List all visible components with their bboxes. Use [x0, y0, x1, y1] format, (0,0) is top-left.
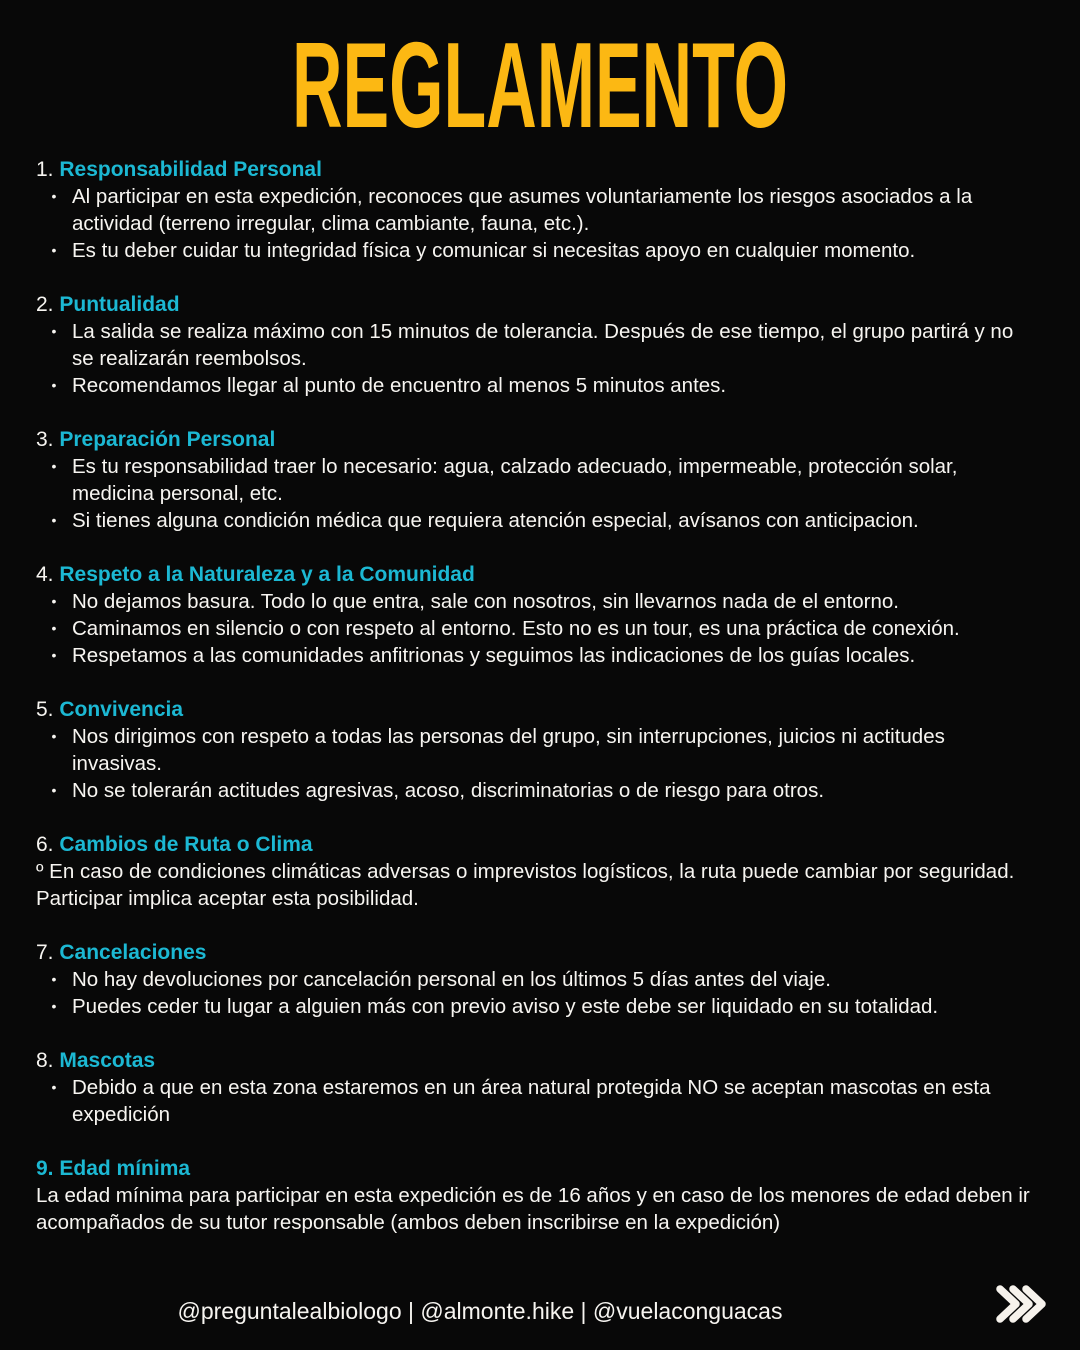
rule-section — [36, 939, 1038, 1020]
bullet-item — [46, 588, 1038, 615]
footer-handles: @preguntalealbiologo | @almonte.hike | @vuelaconguacas — [177, 1298, 783, 1324]
section-number: 1. — [36, 158, 60, 181]
section-number: 7. — [36, 941, 60, 964]
section-heading — [36, 831, 1038, 858]
section-heading — [36, 561, 1038, 588]
bullet-text: No se tolerarán actitudes agresivas, acoso, discriminatorias o de riesgo para otros. — [72, 779, 825, 802]
bullet-dot-icon: • — [51, 971, 57, 987]
section-heading — [36, 426, 1038, 453]
bullet-item — [46, 372, 1038, 399]
bullet-dot-icon: • — [51, 377, 57, 393]
bullet-list — [36, 1074, 1038, 1128]
bullet-dot-icon: • — [51, 620, 57, 636]
bullet-item — [46, 183, 1038, 237]
bullet-item — [46, 453, 1038, 507]
bullet-dot-icon: • — [51, 242, 57, 258]
section-number: 2. — [36, 293, 60, 316]
bullet-item — [46, 507, 1038, 534]
page-title-graphic — [0, 14, 1080, 136]
bullet-item — [46, 1074, 1038, 1128]
rule-section — [36, 156, 1038, 264]
bullet-dot-icon: • — [51, 998, 57, 1014]
rule-section — [36, 561, 1038, 669]
bullet-text: Caminamos en silencio o con respeto al entorno. Esto no es un tour, es una práctica de conexión. — [72, 617, 960, 640]
page-title: REGLAMENTO — [292, 17, 788, 136]
bullet-dot-icon: • — [51, 647, 57, 663]
rule-section — [36, 831, 1038, 912]
bullet-item — [46, 723, 1038, 777]
bullet-text: No dejamos basura. Todo lo que entra, sale con nosotros, sin llevarnos nada de el entorno. — [72, 590, 899, 613]
bullet-text: Recomendamos llegar al punto de encuentro al menos 5 minutos antes. — [72, 374, 727, 397]
rules-content — [0, 142, 1080, 1236]
section-heading — [36, 696, 1038, 723]
section-heading — [36, 1047, 1038, 1074]
bullet-text: La salida se realiza máximo con 15 minutos de tolerancia. Después de ese tiempo, el grupo partirá y no se realizarán reembolsos. — [72, 320, 1014, 370]
bullet-dot-icon: • — [51, 1079, 57, 1095]
section-number: 9. — [36, 1157, 60, 1180]
bullet-text: Si tienes alguna condición médica que requiera atención especial, avísanos con anticipacion. — [72, 509, 919, 532]
section-heading — [36, 156, 1038, 183]
bullet-list — [36, 966, 1038, 1020]
section-title: Cambios de Ruta o Clima — [59, 833, 313, 856]
section-title: Mascotas — [59, 1049, 156, 1072]
section-number: 5. — [36, 698, 60, 721]
bullet-dot-icon: • — [51, 782, 57, 798]
bullet-item — [46, 993, 1038, 1020]
triple-chevron-right-icon — [996, 1284, 1050, 1324]
section-paragraph: º En caso de condiciones climáticas adversas o imprevistos logísticos, la ruta puede cambiar por seguridad. Participar implica aceptar esta posibilidad. — [36, 860, 1015, 910]
section-title: Convivencia — [59, 698, 184, 721]
rule-section — [36, 696, 1038, 804]
section-heading — [36, 1155, 1038, 1182]
bullet-dot-icon: • — [51, 593, 57, 609]
section-heading — [36, 939, 1038, 966]
section-paragraph: La edad mínima para participar en esta expedición es de 16 años y en caso de los menores de edad deben ir acompañados de su tutor responsable (ambos deben inscribirse en la expedición) — [36, 1184, 1030, 1234]
bullet-item — [46, 777, 1038, 804]
bullet-item — [46, 237, 1038, 264]
rule-section — [36, 1047, 1038, 1128]
bullet-text: No hay devoluciones por cancelación personal en los últimos 5 días antes del viaje. — [72, 968, 831, 991]
bullet-list — [36, 588, 1038, 669]
bullet-text: Al participar en esta expedición, reconoces que asumes voluntariamente los riesgos asociados a la actividad (terreno irregular, clima cambiante, fauna, etc.). — [72, 185, 973, 235]
bullet-text: Respetamos a las comunidades anfitrionas y seguimos las indicaciones de los guías locales. — [72, 644, 916, 667]
section-title: Responsabilidad Personal — [59, 158, 322, 181]
section-title: Respeto a la Naturaleza y a la Comunidad — [59, 563, 475, 586]
rule-section — [36, 291, 1038, 399]
bullet-dot-icon: • — [51, 323, 57, 339]
section-number: 3. — [36, 428, 60, 451]
bullet-list — [36, 183, 1038, 264]
rule-section — [36, 1155, 1038, 1236]
bullet-dot-icon: • — [51, 728, 57, 744]
bullet-text: Es tu deber cuidar tu integridad física y comunicar si necesitas apoyo en cualquier momento. — [72, 239, 916, 262]
bullet-text: Debido a que en esta zona estaremos en un área natural protegida NO se aceptan mascotas en esta expedición — [72, 1076, 991, 1126]
section-heading — [36, 291, 1038, 318]
bullet-list — [36, 723, 1038, 804]
bullet-item — [46, 966, 1038, 993]
bullet-dot-icon: • — [51, 188, 57, 204]
bullet-text: Puedes ceder tu lugar a alguien más con previo aviso y este debe ser liquidado en su totalidad. — [72, 995, 939, 1018]
bullet-dot-icon: • — [51, 458, 57, 474]
rule-section — [36, 426, 1038, 534]
bullet-item — [46, 318, 1038, 372]
title-banner — [0, 0, 1080, 142]
section-number: 6. — [36, 833, 60, 856]
section-number: 8. — [36, 1049, 60, 1072]
bullet-text: Es tu responsabilidad traer lo necesario: agua, calzado adecuado, impermeable, protección solar, medicina personal, etc. — [72, 455, 958, 505]
sections-list — [36, 156, 1038, 1236]
section-title: Edad mínima — [59, 1157, 191, 1180]
bullet-dot-icon: • — [51, 512, 57, 528]
bullet-text: Nos dirigimos con respeto a todas las personas del grupo, sin interrupciones, juicios ni actitudes invasivas. — [72, 725, 945, 775]
bullet-list — [36, 453, 1038, 534]
bullet-item — [46, 615, 1038, 642]
section-title: Preparación Personal — [59, 428, 276, 451]
section-number: 4. — [36, 563, 60, 586]
section-title: Cancelaciones — [59, 941, 207, 964]
section-title: Puntualidad — [59, 293, 180, 316]
bullet-item — [46, 642, 1038, 669]
bullet-list — [36, 318, 1038, 399]
